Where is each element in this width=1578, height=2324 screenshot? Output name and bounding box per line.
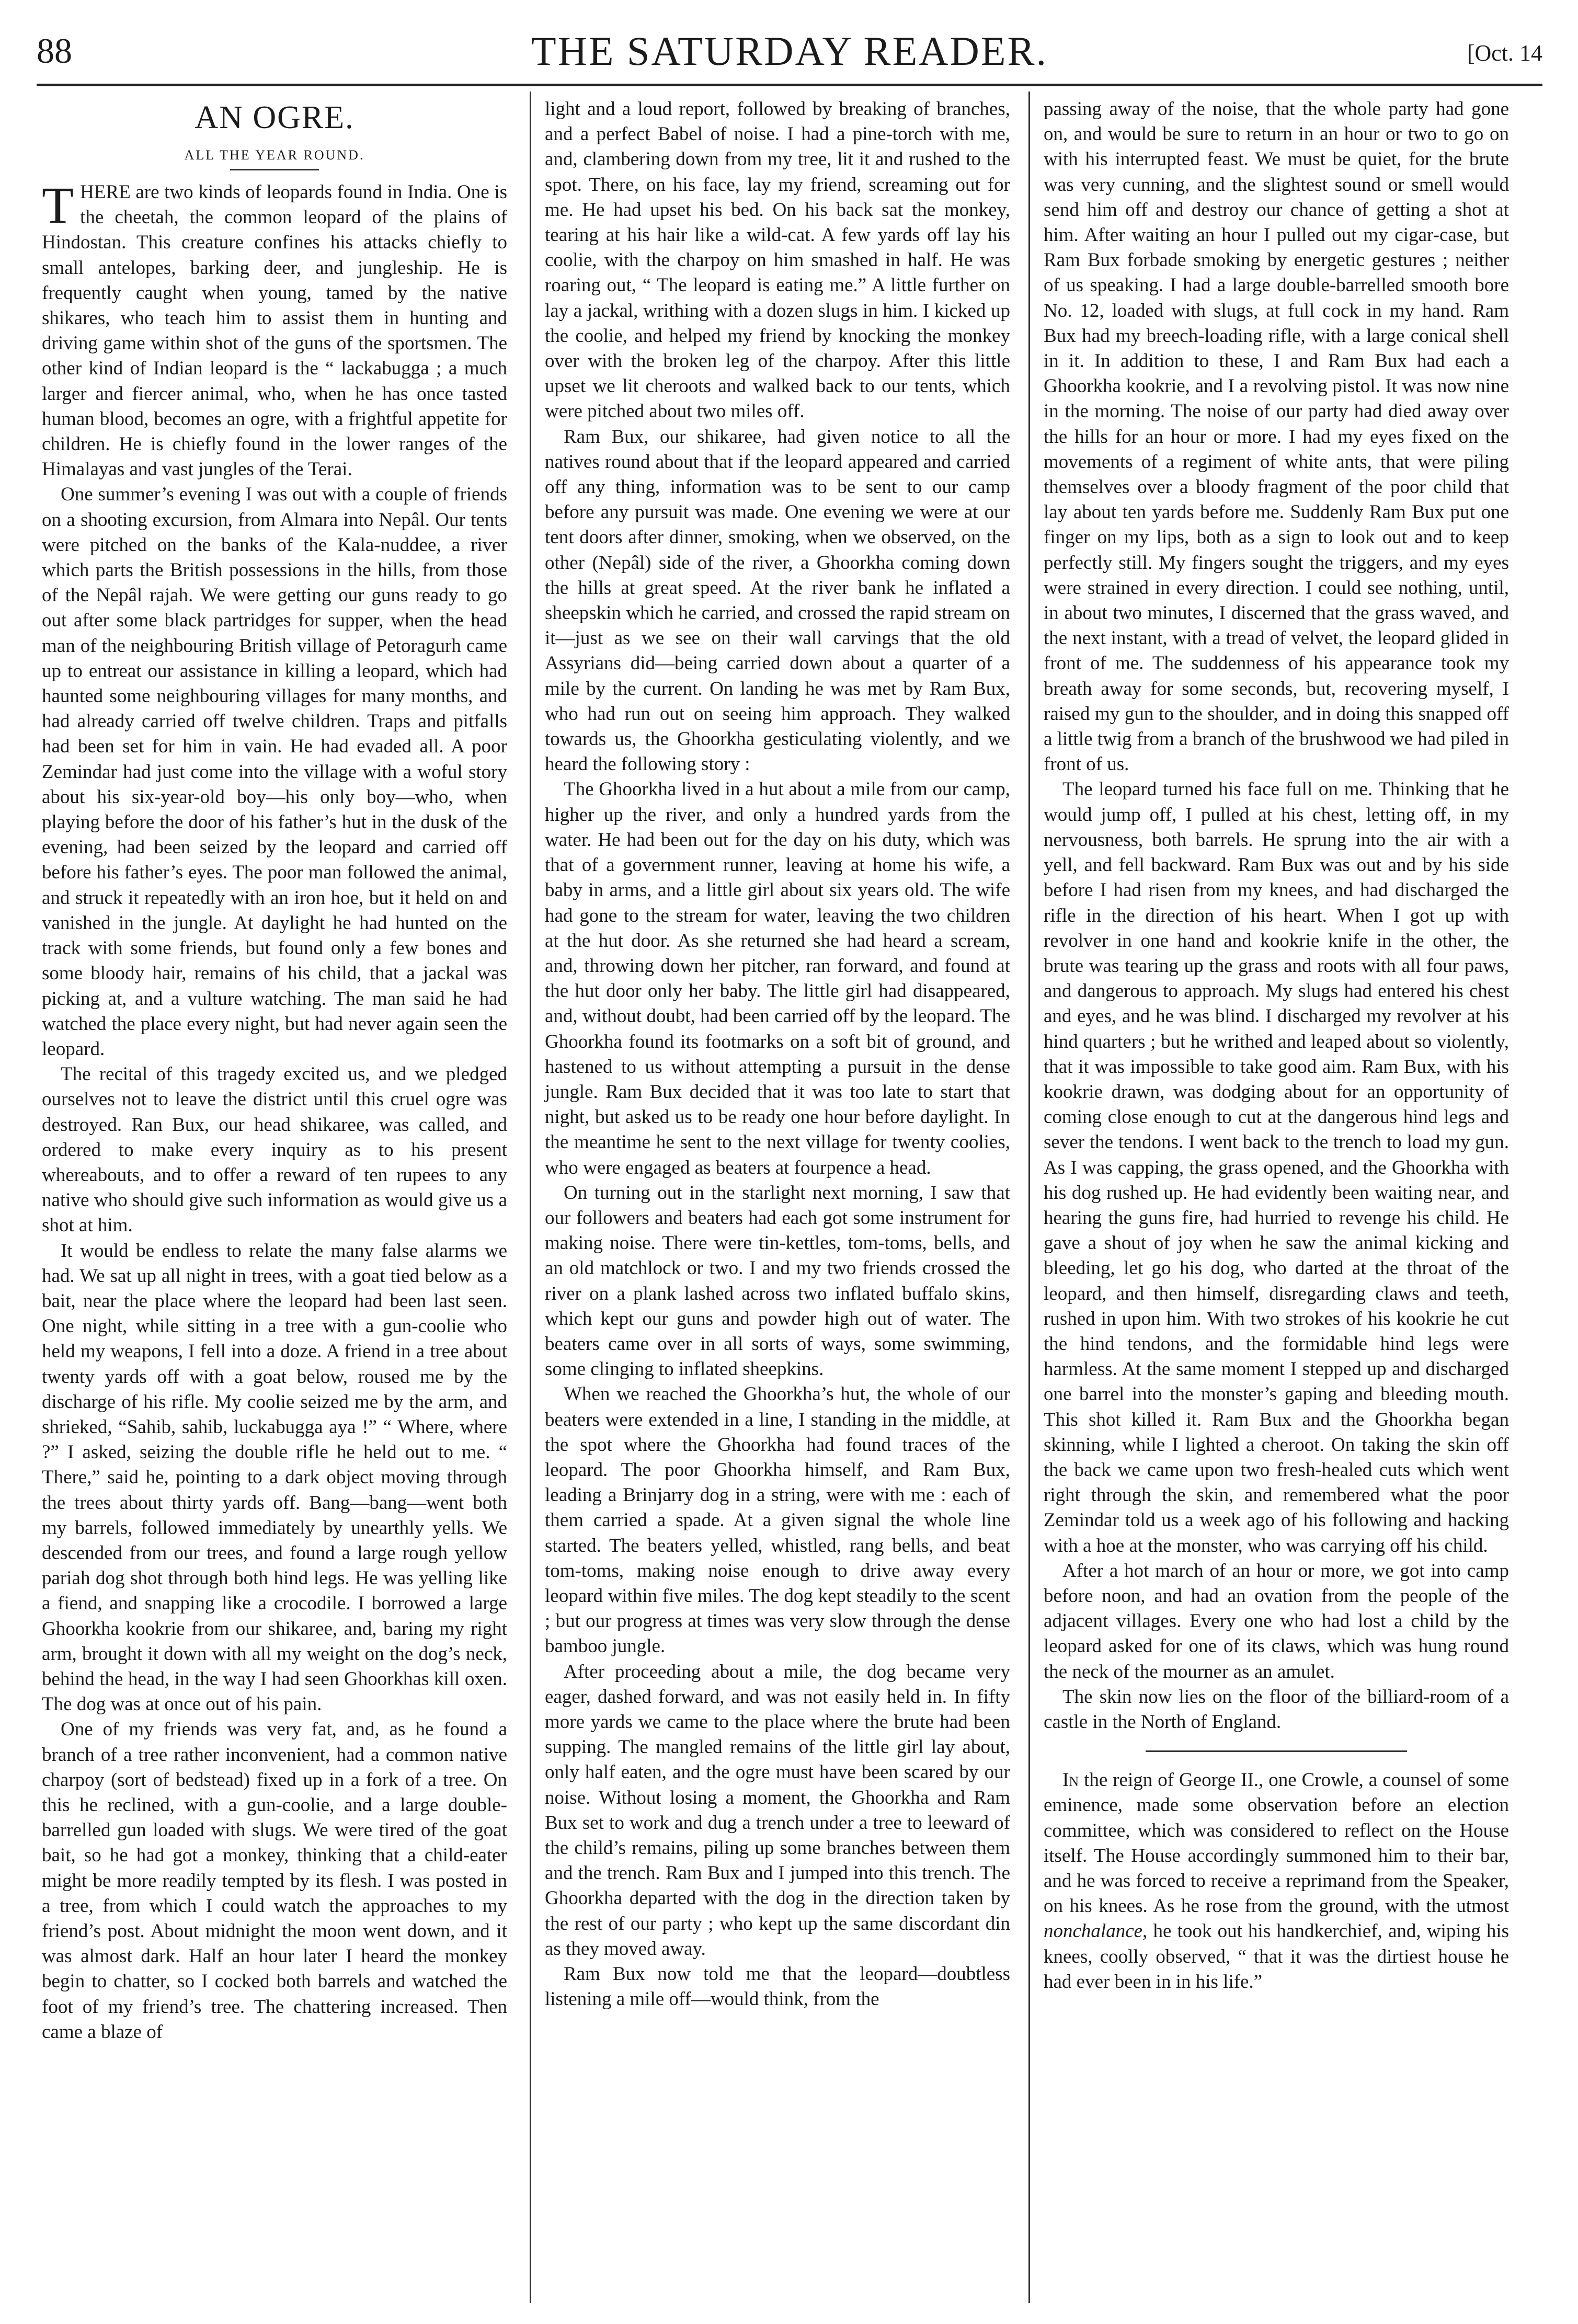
article-paragraph: The leopard turned his face full on me. Thinking that he would jump off, I pulled at his chest, letting off, in my nervousness, both barrels. He sprung into the air with a yell, and fell backward. Ram Bux was out and by his side before I had risen from my knees, and had discharged the rifle in the direction of his heart. When I got up with revolver in one hand and kookrie knife in the other, the brute was tearing up the grass and roots with all four paws, and dangerous to approach. My slugs had entered his chest and eyes, and he was blind. I discharged my revolver at his hind quarters ; but he writhed and leaped about so violently, that it was impossible to take good aim. Ram Bux, with his kookrie drawn, was dodging about for an opportunity of coming close enough to cut at the dangerous hind legs and sever the tendons. I went back to the trench to load my gun. As I was capping, the grass opened, and the Ghoorkha with his dog rushed up. He had evidently been waiting near, and hearing the guns fire, had hurried to revenge his child. He gave a shout of joy when he saw the animal kicking and bleeding, let go his dog, who darted at the throat of the leopard, and then himself, disregarding claws and teeth, rushed in upon him. With two strokes of his kookrie he cut the hind tendons, and the formidable hind legs were harmless. At the same moment I stepped up and discharged one barrel into the monster’s gaping and bleeding mouth. This shot killed it. Ram Bux and the Ghoorkha began skinning, while I lighted a cheroot. On taking the skin off the back we came upon two fresh-healed cuts which went right through the skin, and remembered what the poor Zemindar told us a week ago of his following and hacking with a hoe at the monster, who was carrying off his child. bbox=[1044, 779, 1509, 1556]
section-rule bbox=[1146, 1750, 1407, 1752]
anecdote-lead: In bbox=[1062, 1769, 1079, 1791]
article-title: AN OGRE. bbox=[195, 100, 355, 135]
column-divider bbox=[1028, 91, 1030, 2303]
article-paragraph: Ram Bux, our shikaree, had given notice to all the natives round about that if the leopard appeared and carried off any thing, information was to be sent to our camp before any pursuit was made. One evening we were at our tent doors after dinner, smoking, when we observed, on the other (Nepâl) side of the river, a Ghoorkha coming down the hills at great speed. At the river bank he inflated a sheepskin which he carried, and crossed the rapid stream on it—just as we see on their wall carvings that the old Assyrians did—being carried down about a quarter of a mile by the current. On landing he was met by Ram Bux, who had run out on seeing him approach. They walked towards us, the Ghoorkha gesticulating violently, and we heard the following story : bbox=[545, 426, 1010, 775]
column-3 bbox=[1044, 97, 1509, 1995]
article-paragraph: THERE are two kinds of leopards found in India. One is the cheetah, the common leopard of the plains of Hindostan. This creature confines his attacks chiefly to small antelopes, barking deer, and jungleship. He is frequently caught when young, tamed by the native shikares, who teach him to assist them in hunting and driving game within shot of the guns of the sportsmen. The other kind of Indian leopard is the “ lackabugga ; a much larger and fiercer animal, who, when he has once tasted human blood, becomes an ogre, with a frightful appetite for children. He is chiefly found in the lower ranges of the Himalayas and vast jungles of the Terai. bbox=[42, 176, 507, 480]
article-paragraph: Ram Bux now told me that the leopard—doubtless listening a mile off—would think, from the bbox=[545, 1963, 1010, 2010]
article-paragraph: One summer’s evening I was out with a couple of friends on a shooting excursion, from Almara into Nepâl. Our tents were pitched on the banks of the Kala-nuddee, a river which parts the British possessions in the hills, from those of the Nepâl rajah. We were getting our guns ready to go out after some black partridges for supper, when the head man of the neighbouring British village of Petoragurh came up to entreat our assistance in killing a leopard, which had haunted some neighbouring villages for many months, and had already carried off twelve children. Traps and pitfalls had been set for him in vain. He had evaded all. A poor Zemindar had just come into the village with a woful story about his six-year-old boy—his only boy—who, when playing before the door of his father’s hut in the dusk of the evening, had been seized by the leopard and carried off before his father’s eyes. The poor man followed the animal, and struck it repeatedly with an iron hoe, but it held on and vanished in the jungle. At daylight he had hunted on the track with some friends, but found only a few bones and some bloody hair, remains of his child, that a jackal was picking at, and a vulture watching. The man said he had watched the place every night, but had never again seen the leopard. bbox=[42, 484, 507, 1060]
column-1 bbox=[42, 97, 507, 2045]
column-2 bbox=[545, 97, 1010, 2012]
article-paragraph: light and a loud report, followed by breaking of branches, and a perfect Babel of noise. I had a pine-torch with me, and, clambering down from my tree, lit it and rushed to the spot. There, on his face, lay my friend, screaming out for me. He had upset his bed. On his back sat the monkey, tearing at his hair like a wild-cat. A few yards off lay his coolie, with the charpoy on him smashed in half. He was roaring out, “ The leopard is eating me.” A little further on lay a jackal, writhing with a dozen slugs in him. I kicked up the coolie, and helped my friend by knocking the monkey over with the broken leg of the charpoy. After this little upset we lit cheroots and walked back to our tents, which were pitched about two miles off. bbox=[545, 98, 1010, 422]
article-paragraph: One of my friends was very fat, and, as he found a branch of a tree rather inconvenient, had a common native charpoy (sort of bedstead) fixed up in a fork of a tree. On this he reclined, with a gun-coolie, and a large double-barrelled gun loaded with slugs. We were tired of the goat bait, so he had got a monkey, thinking that a child-eater might be more readily tempted by its flesh. I was posted in a tree, from which I could watch the approaches to my friend’s post. About midnight the moon went down, and it was almost dark. Half an hour later I heard the monkey begin to chatter, so I cocked both barrels and watched the foot of my friend’s tree. The chattering increased. Then came a blaze of bbox=[42, 1719, 507, 2043]
article-paragraph: The recital of this tragedy excited us, and we pledged ourselves not to leave the district until this cruel ogre was destroyed. Ran Bux, our head shikaree, was called, and ordered to make every inquiry as to his present whereabouts, and to offer a reward of ten rupees to any native who should give such information as would give us a shot at him. bbox=[42, 1063, 507, 1237]
article-paragraph: On turning out in the starlight next morning, I saw that our followers and beaters had each got some instrument for making noise. There were tin-kettles, tom-toms, bells, and an old matchlock or two. I and my two friends crossed the river on a plank lashed across two inflated buffalo skins, which kept our guns and powder high out of water. The beaters came over in all sorts of ways, some swimming, some clinging to inflated sheepkins. bbox=[545, 1182, 1010, 1380]
issue-date: [Oct. 14 bbox=[1467, 40, 1542, 66]
page-header bbox=[37, 26, 1542, 76]
article-paragraph: It would be endless to relate the many false alarms we had. We sat up all night in trees, with a goat tied below as a bait, near the place where the leopard had been last seen. One night, while sitting in a tree with a gun-coolie who held my weapons, I fell into a doze. A friend in a tree about twenty yards off with a goat below, roused me by the discharge of his rifle. My coolie seized me by the arm, and shrieked, “Sahib, sahib, luckabugga aya !” “ Where, where ?” I asked, seizing the double rifle he held out to me. “ There,” said he, pointing to a dark object moving through the trees about thirty yards off. Bang—bang—went both my barrels, followed immediately by unearthly yells. We descended from our trees, and found a large rough yellow pariah dog shot through both hind legs. He was yelling like a fiend, and snapping like a crocodile. I borrowed a large Ghoorkha kookrie from our shikaree, and, baring my right arm, brought it down with all my weight on the dog’s neck, behind the head, in the way I had seen Ghoorkhas kill oxen. The dog was at once out of his pain. bbox=[42, 1240, 507, 1715]
column-divider bbox=[530, 91, 531, 2303]
article-paragraph: The skin now lies on the floor of the billiard-room of a castle in the North of England. bbox=[1044, 1686, 1509, 1733]
header-rule bbox=[37, 84, 1542, 86]
page-number: 88 bbox=[37, 31, 72, 71]
article-paragraph: After a hot march of an hour or more, we got into camp before noon, and had an ovation from the people of the adjacent villages. Every one who had lost a child by the leopard asked for one of its claws, which was hung round the neck of the mourner as an amulet. bbox=[1044, 1560, 1509, 1682]
drop-cap: T bbox=[42, 176, 74, 234]
masthead-title: THE SATURDAY READER. bbox=[531, 28, 1048, 74]
article-paragraph: passing away of the noise, that the whole party had gone on, and would be sure to return in an hour or two to go on with his interrupted feast. We must be quiet, for the brute was very cunning, and the slightest sound or smell would send him off and destroy our chance of getting a shot at him. After waiting an hour I pulled out my cigar-case, but Ram Bux forbade smoking by energetic gestures ; neither of us speaking. I had a large double-barrelled smooth bore No. 12, loaded with slugs, at full cock in my hand. Ram Bux had my breech-loading rifle, with a large conical shell in it. In addition to these, I and Ram Bux had each a Ghoorkha kookrie, and I a revolving pistol. It was now nine in the morning. The noise of our party had died away over the hills for an hour or more. I had my eyes fixed on the movements of a regiment of white ants, that were piling themselves over a bloody fragment of the poor child that lay about ten yards before me. Suddenly Ram Bux put one finger on my lips, both as a sign to look out and to keep perfectly still. My fingers sought the triggers, and my eyes were strained in every direction. I could see nothing, until, in about two minutes, I discerned that the grass waved, and the next instant, with a tread of velvet, the leopard glided in front of me. The suddenness of his appearance took my breath away for some seconds, but, recovering myself, I raised my gun to the shoulder, and in doing this snapped off a little twig from a branch of the brushwood we had piled in front of us. bbox=[1044, 98, 1509, 775]
emphasis-word: nonchalance bbox=[1044, 1920, 1143, 1942]
article-source: ALL THE YEAR ROUND. bbox=[184, 147, 365, 163]
anecdote-paragraph: In the reign of George II., one Crowle, a counsel of some eminence, made some observation before an election committee, which was considered to reflect on the House itself. The House accordingly summoned him to their bar, and he was forced to receive a reprimand from the Speaker, on his knees. As he rose from the ground, with the utmost nonchalance, he took out his handkerchief, and, wiping his knees, coolly observed, “ that it was the dirtiest house he had ever been in in his life.” bbox=[1044, 1769, 1509, 1993]
article-paragraph: When we reached the Ghoorkha’s hut, the whole of our beaters were extended in a line, I standing in the middle, at the spot where the Ghoorkha had found traces of the leopard. The poor Ghoorkha himself, and Ram Bux, leading a Brinjarry dog in a string, were with me : each of them carried a spade. At a given signal the whole line started. The beaters yelled, whistled, rang bells, and beat tom-toms, making noise enough to drive away every leopard within five miles. The dog kept steadily to the scent ; but our progress at times was very slow through the dense bamboo jungle. bbox=[545, 1383, 1010, 1657]
title-rule bbox=[230, 169, 319, 170]
article-paragraph: The Ghoorkha lived in a hut about a mile from our camp, higher up the river, and only a hundred yards from the water. He had been out for the day on his duty, which was that of a government runner, leaving at home his wife, a baby in arms, and a little girl about six years old. The wife had gone to the stream for water, leaving the two children at the hut door. As she returned she had heard a scream, and, throwing down her pitcher, ran forward, and found at the hut door only her baby. The little girl had disappeared, and, without doubt, had been carried off by the leopard. The Ghoorkha found its footmarks on a soft bit of ground, and hastened to us without attempting a pursuit in the dense jungle. Ram Bux decided that it was too late to start that night, but asked us to be ready one hour before daylight. In the meantime he sent to the next village for twenty coolies, who were engaged as beaters at fourpence a head. bbox=[545, 779, 1010, 1178]
article-paragraph: After proceeding about a mile, the dog became very eager, dashed forward, and was not easily held in. In fifty more yards we came to the place where the brute had been supping. The mangled remains of the little girl lay about, only half eaten, and the ogre must have been scared by our noise. Without losing a moment, the Ghoorkha and Ram Bux set to work and dug a trench under a tree to leeward of the child’s remains, piling up some branches between them and the trench. Ram Bux and I jumped into this trench. The Ghoorkha departed with the dog in the direction taken by the rest of our party ; who kept up the same discordant din as they moved away. bbox=[545, 1661, 1010, 1960]
